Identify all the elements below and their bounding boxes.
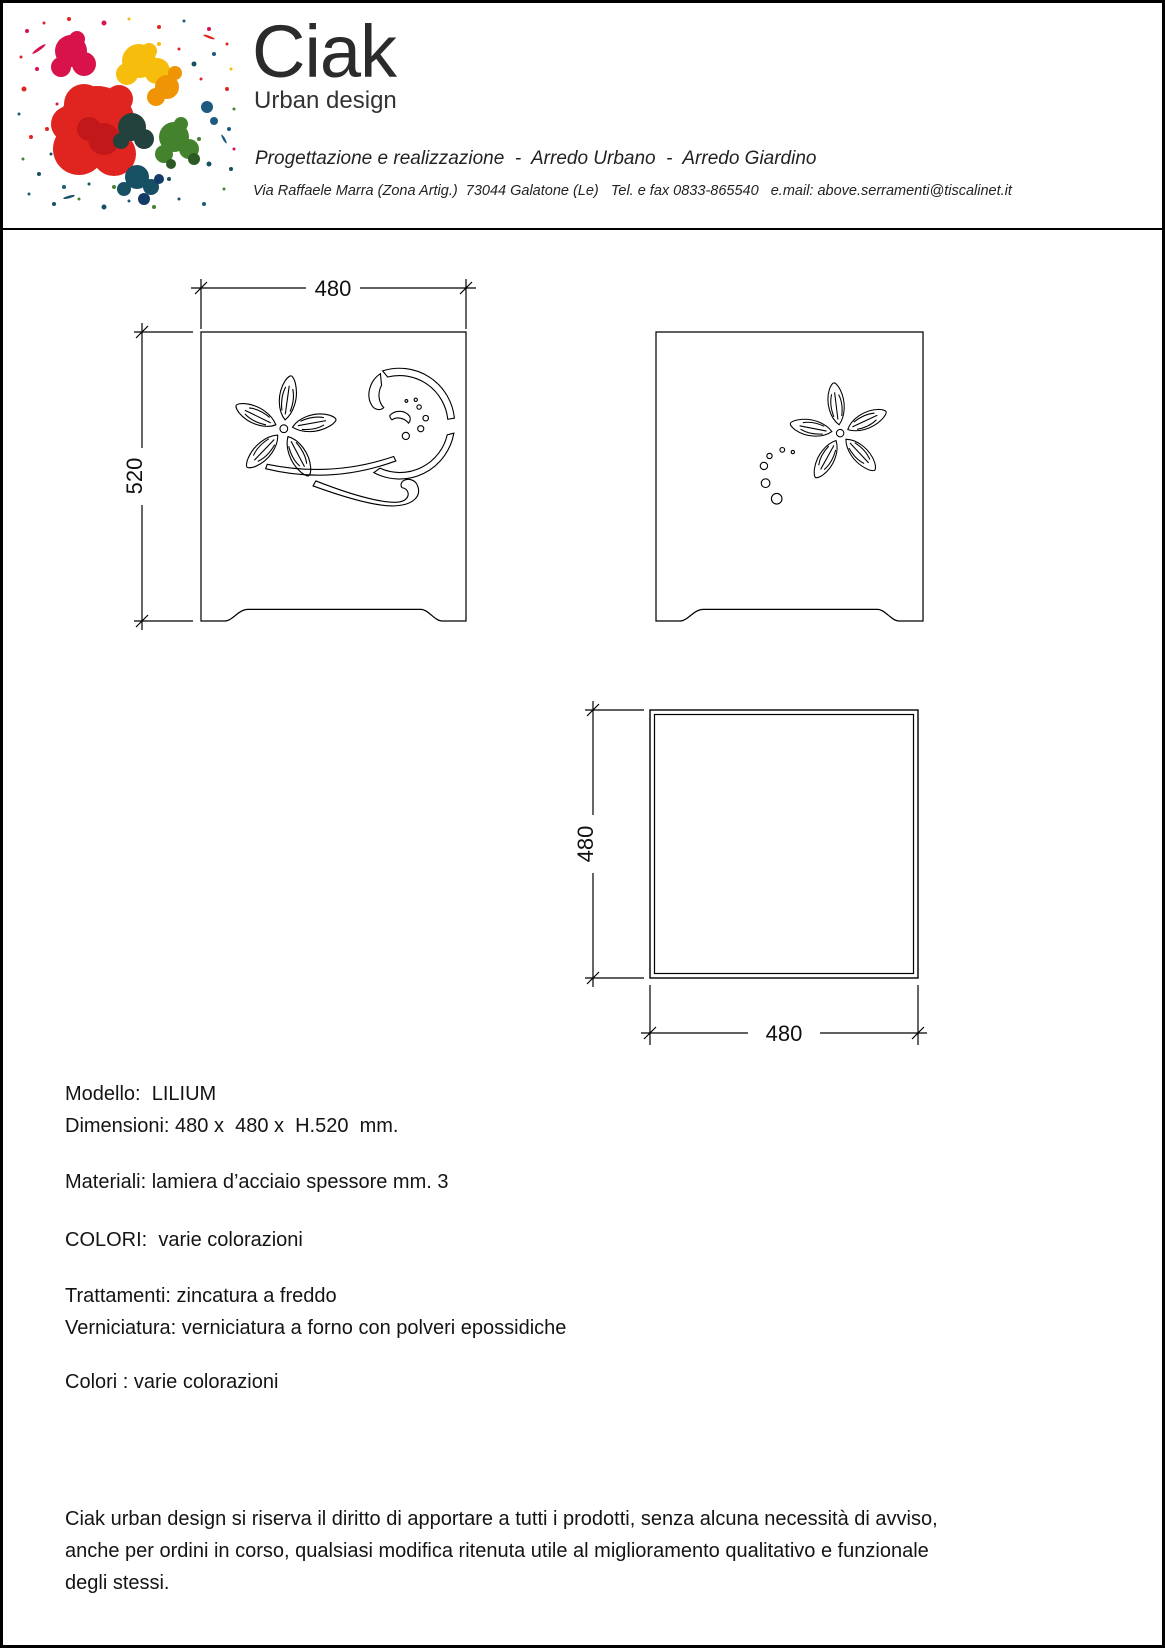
brand-subtitle: Urban design bbox=[254, 87, 397, 114]
top-view-drawing bbox=[573, 701, 927, 1046]
brand-title: Ciak bbox=[252, 10, 397, 93]
technical-drawings bbox=[3, 3, 1165, 1648]
top-view-outer-square bbox=[650, 710, 918, 978]
front-floral-cutout bbox=[232, 368, 454, 506]
company-tagline: Progettazione e realizzazione - Arredo Urbano - Arredo Giardino bbox=[255, 148, 817, 169]
side-floral-cutout bbox=[760, 370, 902, 504]
spec-modello: Modello: LILIUM bbox=[65, 1083, 217, 1105]
spec-materiali: Materiali: lamiera d’acciaio spessore mm. 3 bbox=[65, 1171, 449, 1193]
top-height-dimension bbox=[573, 701, 644, 987]
side-panel-outline bbox=[656, 332, 923, 621]
front-height-label: 520 bbox=[122, 457, 147, 495]
top-height-label: 480 bbox=[573, 825, 598, 863]
front-view-drawing bbox=[122, 276, 476, 630]
front-width-label: 480 bbox=[314, 276, 352, 301]
disclaimer bbox=[65, 1503, 1095, 1599]
spec-colori: Colori : varie colorazioni bbox=[65, 1371, 279, 1393]
top-width-dimension bbox=[641, 985, 927, 1046]
disclaimer-line-2: anche per ordini in corso, qualsiasi modifica ritenuta utile al miglioramento qualitativo e funzionale bbox=[65, 1540, 929, 1562]
disclaimer-line-3: degli stessi. bbox=[65, 1572, 170, 1594]
front-width-dimension bbox=[191, 276, 476, 329]
top-width-label: 480 bbox=[765, 1021, 803, 1046]
spec-verniciatura: Verniciatura: verniciatura a forno con polveri epossidiche bbox=[65, 1317, 567, 1339]
disclaimer-line-1: Ciak urban design si riserva il diritto di apportare a tutti i prodotti, senza alcuna necessità di avviso, bbox=[65, 1508, 938, 1530]
company-address: Via Raffaele Marra (Zona Artig.) 73044 Galatone (Le) Tel. e fax 0833-865540 e.mail: above.serramenti@tiscalinet.it bbox=[253, 183, 1012, 199]
front-height-dimension bbox=[122, 323, 193, 630]
spec-colori-caps: COLORI: varie colorazioni bbox=[65, 1229, 303, 1251]
spec-trattamenti: Trattamenti: zincatura a freddo bbox=[65, 1285, 337, 1307]
top-view-inner-square bbox=[655, 715, 914, 974]
side-view-drawing bbox=[656, 332, 923, 621]
spec-dimensioni: Dimensioni: 480 x 480 x H.520 mm. bbox=[65, 1115, 399, 1137]
